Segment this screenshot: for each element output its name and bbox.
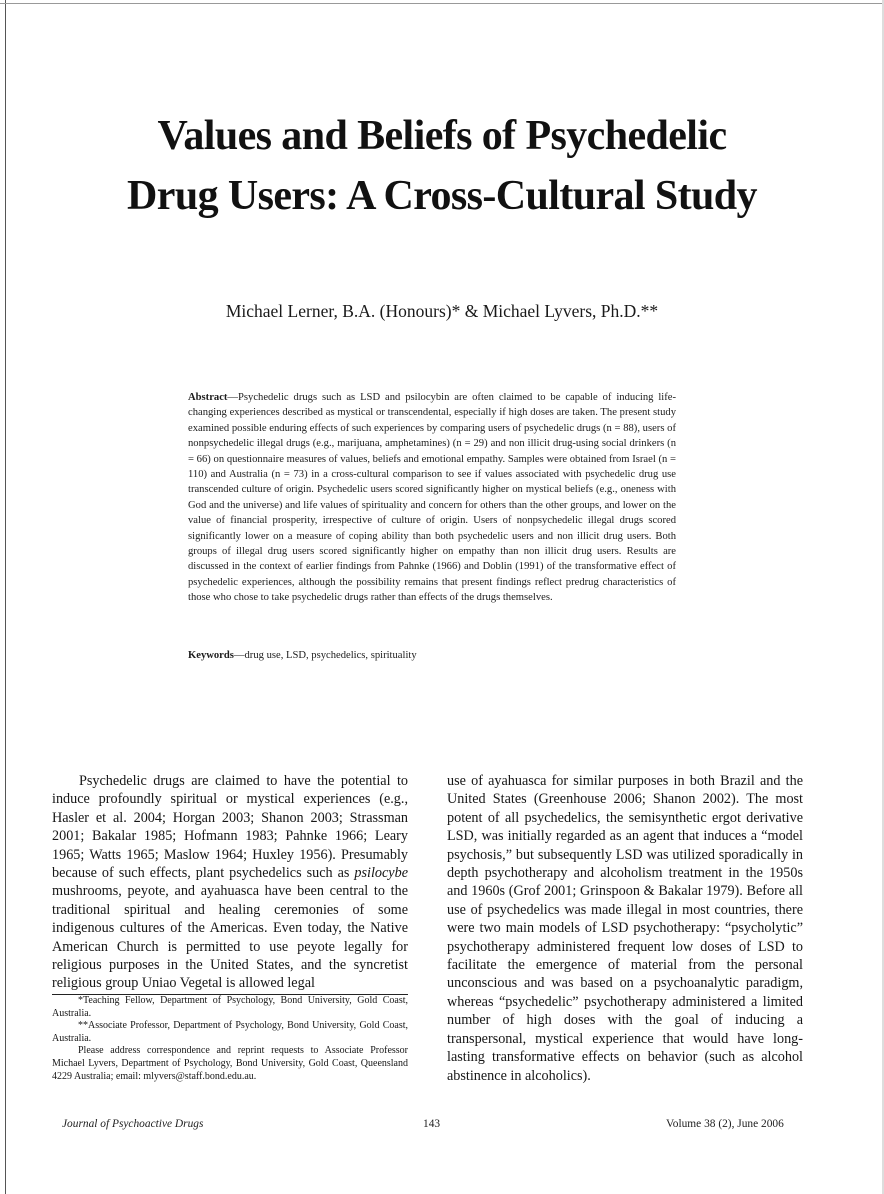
body-paragraph: use of ayahuasca for similar purposes in both Brazil and the United States (Greenhouse 2006; Shanon 2002). The most potent of all psychedelics, the semisynthetic ergot derivative LSD, was initially regarded as an agent that induces a “model psychosis,” but subsequently LSD was utilized sporadically in depth psychotherapy and alcoholism treatment in the 1950s and 1960s (Grof 2001; Grinspoon & Bakalar 1979). Before all use of psychedelics was made illegal in most countries, there were two main models of LSD psychotherapy: “psycholytic” psychotherapy administered frequent low doses of LSD to facilitate the emergence of material from the personal unconscious and was based on a psychoanalytic paradigm, whereas “psychedelic” psychotherapy administered a limited number of high doses with the goal of inducing a transpersonal, mystical experience that would have long-lasting transformative effects on behavior (such as alcohol abstinence in alcoholics). bbox=[447, 773, 803, 1084]
footnotes bbox=[52, 995, 408, 1083]
abstract-text: —Psychedelic drugs such as LSD and psilocybin are often claimed to be capable of inducing life-changing experiences described as mystical or transcendental, especially if high doses are taken. The present study examined possible enduring effects of such experiences by comparing users of psychedelic drugs (n = 88), users of nonpsychedelic illegal drugs (e.g., marijuana, amphetamines) (n = 29) and non illicit drug-using social drinkers (n = 66) on questionnaire measures of values, beliefs and emotional empathy. Samples were obtained from Israel (n = 110) and Australia (n = 73) in a cross-cultural comparison to see if values associated with psychedelic drug use transcended culture of origin. Psychedelic users scored significantly higher on mystical beliefs (e.g., oneness with God and the universe) and life values of spirituality and concern for others than the other groups, and lower on the value of financial prosperity, irrespective of culture of origin. Users of nonpsychedelic illegal drugs scored significantly lower on a measure of coping ability than both psychedelic users and non illicit drug users. Both groups of illegal drug users scored significantly higher on empathy than non illicit drug users. Results are discussed in the context of earlier findings from Pahnke (1966) and Doblin (1991) of the transformative effect of psychedelic experiences, although the possibility remains that present findings reflect predrug characteristics of those who chose to take psychedelic drugs rather than effects of the drugs themselves. bbox=[188, 392, 676, 604]
author-line: Michael Lerner, B.A. (Honours)* & Michael Lyvers, Ph.D.** bbox=[225, 301, 659, 321]
footnote-affiliation-2: **Associate Professor, Department of Psychology, Bond University, Gold Coast, Australia. bbox=[52, 1020, 408, 1044]
footer-volume-info: Volume 38 (2), June 2006 bbox=[666, 1118, 784, 1130]
abstract-label: Abstract bbox=[188, 392, 228, 403]
body-column-right bbox=[447, 772, 803, 1085]
article-title bbox=[0, 106, 884, 226]
keywords-text: —drug use, LSD, psychedelics, spirituality bbox=[233, 650, 417, 661]
body-text-left bbox=[52, 772, 408, 996]
body-paragraph bbox=[52, 772, 408, 993]
title-line-2: Drug Users: A Cross-Cultural Study bbox=[127, 173, 757, 219]
body-text-italic: psilocybe bbox=[354, 865, 408, 882]
footnote-affiliation-1: *Teaching Fellow, Department of Psychology, Bond University, Gold Coast, Australia. bbox=[52, 995, 408, 1019]
keywords-label: Keywords bbox=[188, 650, 234, 661]
footnote-correspondence: Please address correspondence and reprint requests to Associate Professor Michael Lyvers, Department of Psychology, Bond University, Gold Coast, Queensland 4229 Australia; email: mlyvers@staff.bond.edu.au. bbox=[52, 1045, 408, 1082]
title-line-1: Values and Beliefs of Psychedelic bbox=[157, 113, 727, 159]
body-text-segment: Psychedelic drugs are claimed to have the potential to induce profoundly spiritual or mystical experiences (e.g., Hasler et al. 2004; Horgan 2003; Shanon 2003; Strassman 2001; Bakalar 1985; Hofmann 1983; Pahnke 1966; Leary 1965; Watts 1965; Maslow 1964; Huxley 1956). Presumably because of such effects, plant psychedelics such as bbox=[52, 773, 408, 882]
body-column-left bbox=[52, 772, 408, 1083]
body-text-segment: mushrooms, peyote, and ayahuasca have been central to the traditional spiritual and healing ceremonies of some indigenous cultures of the Americas. Even today, the Native American Church is permitted to use peyote legally for religious purposes in the United States, and the syncretist religious group Uniao Vegetal is allowed legal bbox=[52, 883, 408, 992]
abstract bbox=[188, 390, 676, 606]
scan-edge-top bbox=[0, 3, 884, 4]
keywords bbox=[188, 648, 676, 663]
footer-page-number: 143 bbox=[423, 1118, 441, 1130]
footer-journal-name: Journal of Psychoactive Drugs bbox=[62, 1118, 204, 1130]
